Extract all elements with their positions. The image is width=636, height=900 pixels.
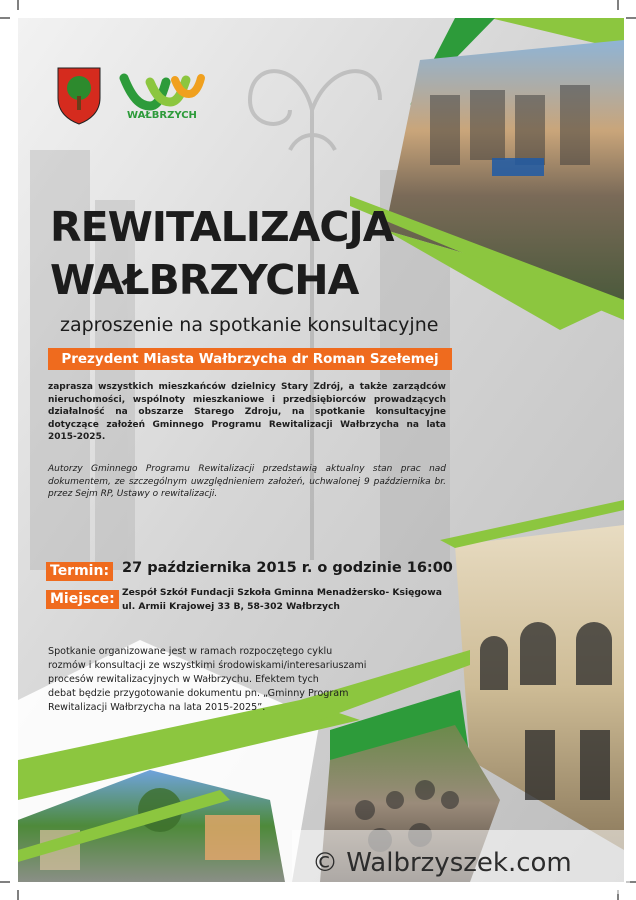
subtitle: zaproszenie na spotkanie konsultacyjne — [60, 314, 439, 336]
closing-line: rozmów i konsultacji ze wszystkimi środowiskami/interesariuszami — [48, 660, 367, 671]
title-line-1: REWITALIZACJA — [50, 203, 394, 251]
walbrzych-logo-text: WAŁBRZYCH — [127, 110, 197, 121]
closing-line: Spotkanie organizowane jest w ramach rozpoczętego cyklu — [48, 646, 333, 657]
coat-of-arms-icon — [58, 68, 100, 124]
term-label: Termin: — [46, 562, 113, 581]
authors-paragraph: Autorzy Gminnego Programu Rewitalizacji przedstawią aktualny stan prac nad dokumentem, ze szczególnym uwzględnieniem założeń, uchwalonej 9 października br. przez Sejm RP, Ustawy o rewitalizacji. — [48, 464, 446, 500]
closing-line: procesów rewitalizacyjnych w Wałbrzychu. Efektem tych — [48, 674, 319, 685]
closing-line: debat będzie przygotowanie dokumentu pn. „Gminny Program — [48, 688, 349, 699]
watermark-text: © Walbrzyszek.com — [312, 848, 572, 878]
title-line-2: WAŁBRZYCHA — [50, 256, 359, 304]
term-value: 27 października 2015 r. o godzinie 16:00 — [122, 560, 453, 576]
place-line-1: Zespół Szkół Fundacji Szkoła Gminna Menadżersko- Księgowa — [122, 587, 442, 598]
closing-line: Rewitalizacji Wałbrzycha na lata 2015-2025”. — [48, 702, 266, 713]
intro-paragraph: zaprasza wszystkich mieszkańców dzielnicy Stary Zdrój, a także zarządców nieruchomości, wspólnoty mieszkaniowe i przedsiębiorców prowadzących działalność na obszarze Starego Zdroju, na spotkanie konsultacyjne dotyczące założeń Gminnego Programu Rewitalizacji Wałbrzycha na lata 2015-2025. — [48, 382, 446, 443]
place-label: Miejsce: — [46, 590, 119, 609]
presenter-banner: Prezydent Miasta Wałbrzycha dr Roman Szełemej — [48, 348, 452, 370]
place-line-2: ul. Armii Krajowej 33 B, 58-302 Wałbrzych — [122, 601, 340, 612]
